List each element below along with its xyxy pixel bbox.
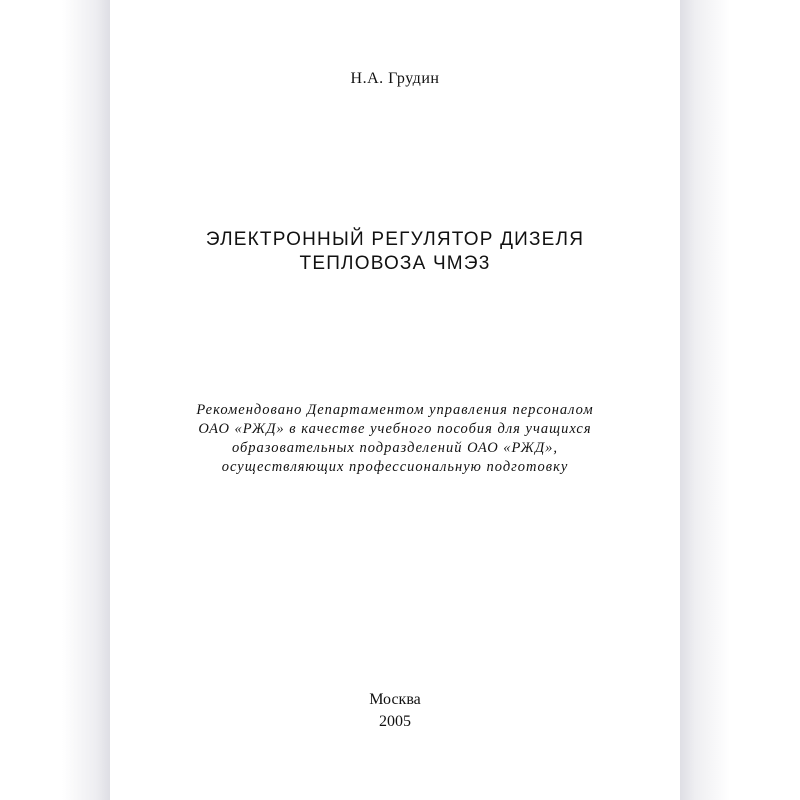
recommendation-text xyxy=(110,401,680,477)
book-title-line: ТЕПЛОВОЗА ЧМЭ3 xyxy=(299,253,491,274)
page-shadow-left xyxy=(62,0,110,800)
recommendation-line: ОАО «РЖД» в качестве учебного пособия для учащихся xyxy=(198,421,592,437)
title-page xyxy=(110,0,680,800)
book-title xyxy=(110,228,680,276)
publication-year: 2005 xyxy=(379,713,411,730)
recommendation-line: образовательных подразделений ОАО «РЖД», xyxy=(231,440,559,456)
book-title-line: ЭЛЕКТРОННЫЙ РЕГУЛЯТОР ДИЗЕЛЯ xyxy=(205,229,585,250)
recommendation-line: Рекомендовано Департаментом управления персоналом xyxy=(196,402,594,418)
recommendation-line: осуществляющих профессиональную подготовку xyxy=(221,459,569,475)
page-shadow-right xyxy=(680,0,730,800)
publication-city: Москва xyxy=(369,691,421,708)
author-name: Н.А. Грудин xyxy=(350,70,440,87)
